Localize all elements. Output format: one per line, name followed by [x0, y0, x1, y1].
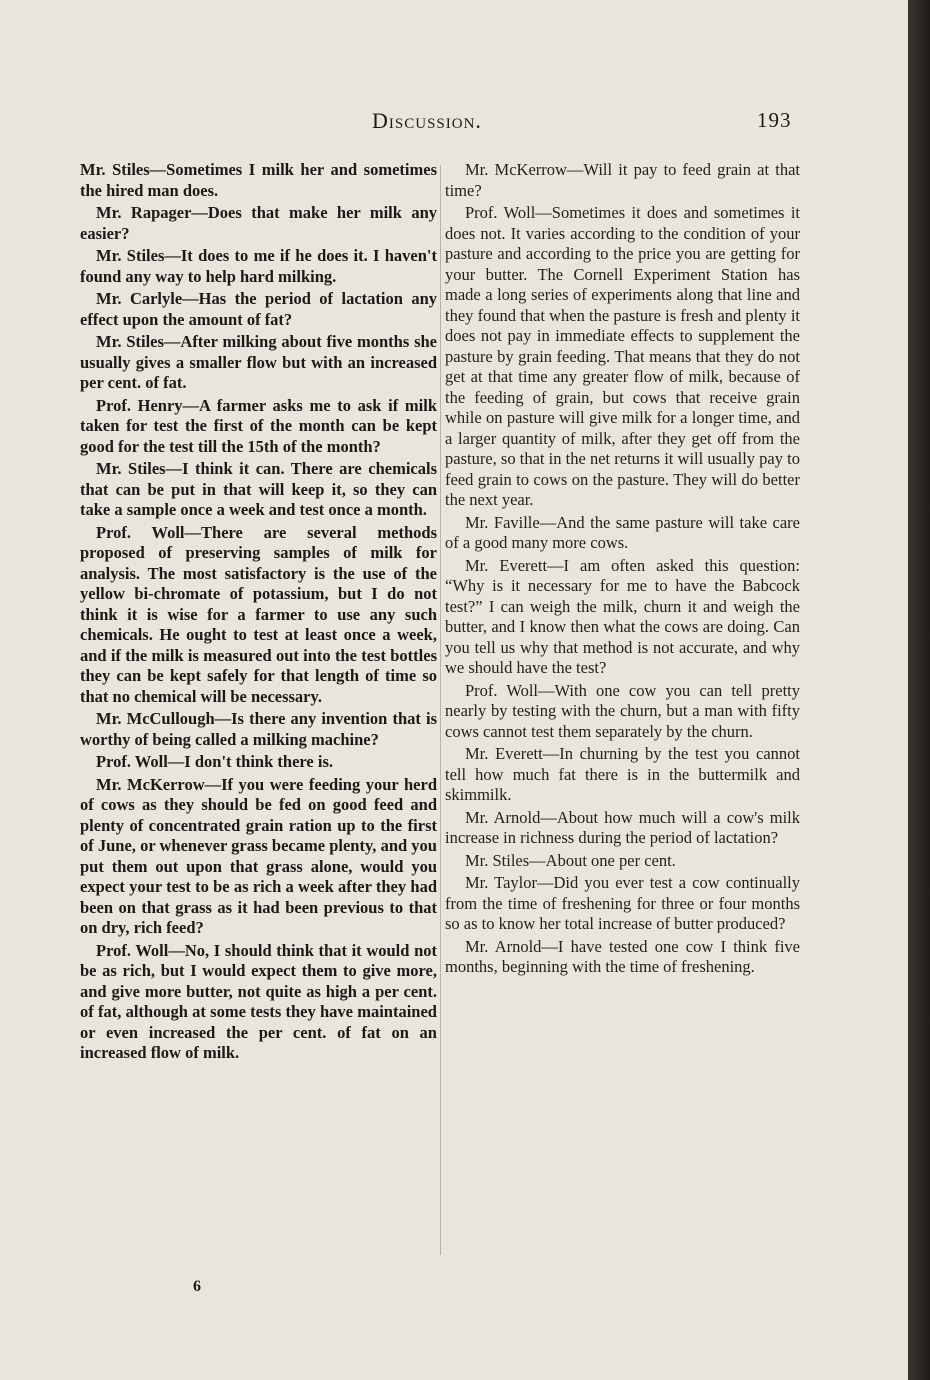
paragraph: Mr. Everett—In churning by the test you cannot tell how much fat there is in the buttermilk and skimmilk. [445, 744, 800, 804]
left-column [80, 160, 437, 1066]
paragraph: Prof. Henry—A farmer asks me to ask if milk taken for test the first of the month can be kept good for the test till the 15th of the month? [80, 395, 437, 456]
column-divider [440, 165, 441, 1255]
paragraph: Mr. Taylor—Did you ever test a cow continually from the time of freshening for three or four months so as to know her total increase of butter produced? [445, 873, 800, 933]
running-head [0, 108, 908, 138]
paragraph: Mr. Stiles—I think it can. There are chemicals that can be put in that will keep it, so they can take a sample once a week and test once a month. [80, 459, 437, 519]
paragraph: Mr. Stiles—Sometimes I milk her and sometimes the hired man does. [80, 160, 437, 200]
paragraph: Mr. Arnold—About how much will a cow's milk increase in richness during the period of lactation? [445, 807, 800, 847]
paragraph: Prof. Woll—No, I should think that it would not be as rich, but I would expect them to give more, and give more butter, not quite as high a per cent. of fat, although at some tests they have maintained or even increased the per cent. of fat on an increased flow of milk. [80, 940, 437, 1062]
paragraph: Mr. Stiles—After milking about five months she usually gives a smaller flow but with an increased per cent. of fat. [80, 332, 437, 392]
paragraph: Mr. Stiles—About one per cent. [465, 850, 676, 870]
signature-mark: 6 [193, 1278, 201, 1295]
paragraph: Mr. McCullough—Is there any invention that is worthy of being called a milking machine? [80, 709, 437, 749]
book-edge [908, 0, 930, 1380]
paragraph: Mr. McKerrow—Will it pay to feed grain at that time? [445, 160, 800, 200]
page-number: 193 [757, 108, 792, 132]
paragraph: Mr. Everett—I am often asked this question: “Why is it necessary for me to have the Babcock test?” I can weigh the milk, churn it and weigh the butter, and I know then what the cows are doing. Can you tell us why that method is not accurate, and why we should have the test? [445, 555, 800, 677]
paragraph: Mr. McKerrow—If you were feeding your herd of cows as they should be fed on good feed and plenty of concentrated grain ration up to the first of June, or whenever grass became plenty, and you put them out upon that grass alone, would you expect your test to be as rich a week after they had been on that grass as it had been previous to that on dry, rich feed? [80, 774, 437, 937]
paragraph: Mr. Arnold—I have tested one cow I think five months, beginning with the time of freshening. [445, 936, 800, 976]
paragraph: Mr. Carlyle—Has the period of lactation any effect upon the amount of fat? [80, 289, 437, 329]
paragraph: Prof. Woll—Sometimes it does and sometimes it does not. It varies according to the condition of your pasture and according to the price you are getting for your butter. The Cornell Experiment Station has made a long series of experiments along that line and they found that when the pasture is fresh and plenty it does not pay in immediate effects to supplement the pasture by grain feeding. That means that they do not get at that time any greater flow of milk, because of the feeding of grain, but cows that receive grain while on pasture will give milk for a longer time, and a larger quantity of milk, after they get off from the pasture, so that in the net returns it will usually pay to feed grain to cows on the pasture. They will do better the next year. [445, 203, 800, 509]
right-column [445, 160, 800, 980]
paragraph: Prof. Woll—There are several methods proposed of preserving samples of milk for analysis. The most satisfactory is the use of the yellow bi-chromate of potassium, but I do not think it is wise for a farmer to use any such chemicals. He ought to test at least once a week, and if the milk is measured out into the test bottles they can be kept safely for that length of time so that no chemical will be necessary. [80, 522, 437, 706]
paragraph: Prof. Woll—I don't think there is. [96, 752, 333, 771]
paragraph: Prof. Woll—With one cow you can tell pretty nearly by testing with the churn, but a man with fifty cows cannot test them separately by the churn. [445, 680, 800, 741]
paragraph: Mr. Faville—And the same pasture will take care of a good many more cows. [445, 512, 800, 552]
running-head-title: Discussion. [372, 108, 482, 133]
paragraph: Mr. Rapager—Does that make her milk any easier? [80, 203, 437, 243]
paragraph: Mr. Stiles—It does to me if he does it. I haven't found any way to help hard milking. [80, 246, 437, 286]
